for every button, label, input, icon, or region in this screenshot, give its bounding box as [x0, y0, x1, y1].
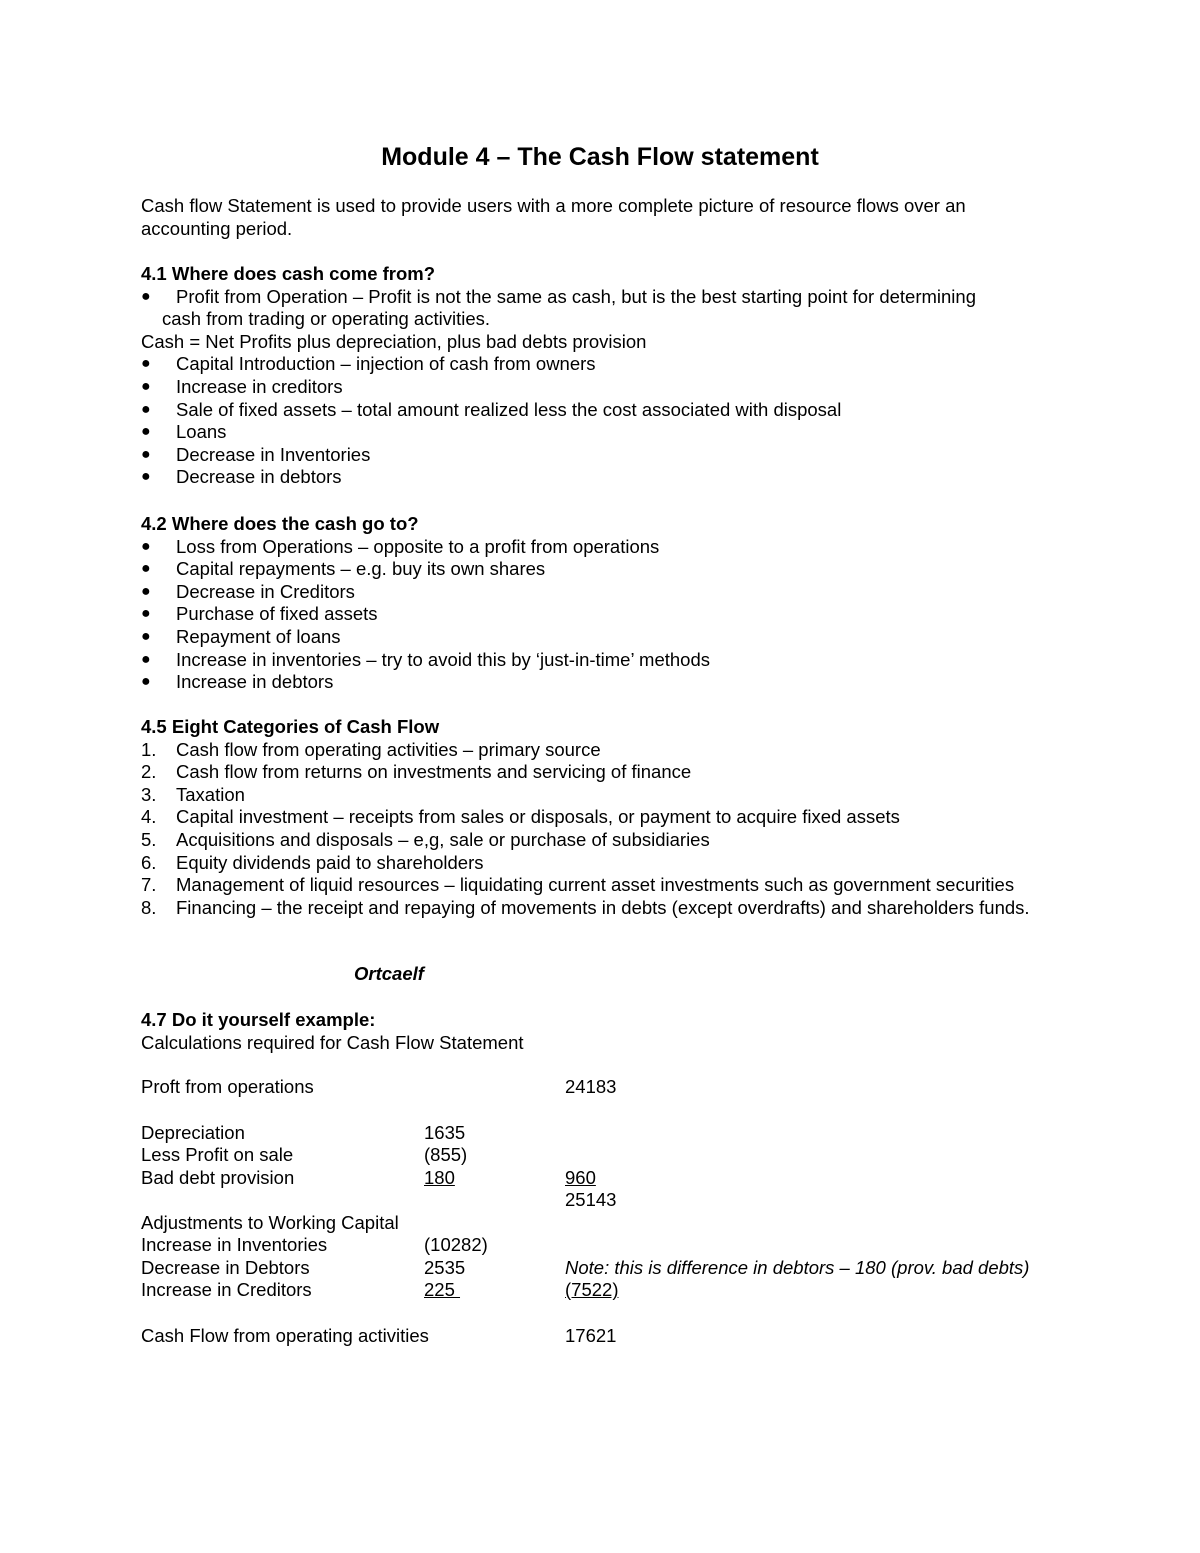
- list-item: [141, 897, 1041, 920]
- calc-label: Increase in Creditors: [141, 1279, 312, 1300]
- bullet-icon: ●: [141, 537, 151, 555]
- list-item: [141, 286, 1041, 331]
- list-item-text: Repayment of loans: [176, 625, 341, 647]
- list-item-text: Increase in inventories – try to avoid this by ‘just-in-time’ methods: [176, 648, 710, 670]
- list-item: [141, 806, 1041, 829]
- list-item-text: Profit from Operation – Profit is not the same as cash, but is the best starting point for determining: [176, 285, 976, 307]
- section-cash-uses: [141, 513, 1041, 694]
- calc-row-bad-debt: [141, 1167, 1101, 1190]
- list-item: [141, 581, 1041, 604]
- calc-row-less-profit: [141, 1144, 1101, 1167]
- calc-total: 25143: [565, 1189, 617, 1210]
- cash-sources-first-list: [141, 286, 1041, 331]
- calc-amount: (10282): [424, 1234, 488, 1255]
- list-item-text: Sale of fixed assets – total amount realized less the cost associated with disposal: [176, 398, 842, 420]
- page-title: Module 4 – The Cash Flow statement: [381, 143, 819, 171]
- calc-label: Increase in Inventories: [141, 1234, 328, 1255]
- calc-amount: 225: [424, 1279, 461, 1300]
- list-item-text: Decrease in Inventories: [176, 443, 371, 465]
- section-subheading: Calculations required for Cash Flow Statement: [141, 1031, 524, 1053]
- list-item: [141, 603, 1041, 626]
- calc-row-cash-flow: [141, 1325, 1101, 1348]
- calc-total: 24183: [565, 1076, 617, 1097]
- calc-note: Note: this is difference in debtors – 180 (prov. bad debts): [565, 1257, 1030, 1278]
- calc-row-dec-debtors: [141, 1257, 1101, 1280]
- list-item: [141, 558, 1041, 581]
- list-item-text: Financing – the receipt and repaying of movements in debts (except overdrafts) and shareholders funds.: [176, 896, 1030, 918]
- list-item-text: Loans: [176, 421, 227, 443]
- calc-row-adjustments: [141, 1212, 1101, 1235]
- bullet-icon: ●: [141, 560, 151, 578]
- list-item: [141, 421, 1041, 444]
- section-heading: 4.2 Where does the cash go to?: [141, 513, 419, 534]
- list-item-text: Acquisitions and disposals – e,g, sale or purchase of subsidiaries: [176, 828, 710, 850]
- list-item-text: Capital investment – receipts from sales or disposals, or payment to acquire fixed assets: [176, 806, 900, 828]
- list-item-text: Increase in debtors: [176, 671, 334, 693]
- list-item: [141, 739, 1041, 762]
- calc-amount: (855): [424, 1144, 468, 1165]
- list-number: 4.: [141, 806, 157, 828]
- calc-amount: 2535: [424, 1257, 466, 1278]
- list-item: [141, 626, 1041, 649]
- list-item-text-continued: cash from trading or operating activities.: [162, 308, 491, 330]
- list-number: 6.: [141, 851, 157, 873]
- list-number: 8.: [141, 896, 157, 918]
- list-item: [141, 829, 1041, 852]
- list-item-text: Decrease in Creditors: [176, 580, 355, 602]
- list-item-text: Cash flow from returns on investments and servicing of finance: [176, 761, 692, 783]
- calc-amount: 1635: [424, 1122, 466, 1143]
- cash-sources-list: [141, 353, 1041, 489]
- list-item: [141, 466, 1041, 489]
- bullet-icon: ●: [141, 355, 151, 373]
- list-item: [141, 761, 1041, 784]
- bullet-icon: ●: [141, 423, 151, 441]
- list-item: [141, 671, 1041, 694]
- section-heading: 4.7 Do it yourself example:: [141, 1009, 376, 1030]
- calc-label: Bad debt provision: [141, 1167, 295, 1188]
- calc-label: Adjustments to Working Capital: [141, 1212, 399, 1233]
- bullet-icon: ●: [141, 377, 151, 395]
- author-signature: Ortcaelf: [354, 963, 424, 984]
- calc-label: Less Profit on sale: [141, 1144, 294, 1165]
- section-cash-sources: [141, 263, 1041, 489]
- list-item-text: Taxation: [176, 783, 245, 805]
- list-item-text: Capital repayments – e.g. buy its own shares: [176, 558, 546, 580]
- list-item: [141, 399, 1041, 422]
- list-item: [141, 353, 1041, 376]
- calc-row-subtotal: [141, 1189, 1101, 1212]
- calc-total: 960: [565, 1167, 596, 1188]
- list-item-text: Management of liquid resources – liquidating current asset investments such as government securities: [176, 874, 1015, 896]
- list-item: [141, 376, 1041, 399]
- calc-label: Cash Flow from operating activities: [141, 1325, 429, 1346]
- list-item-text: Loss from Operations – opposite to a profit from operations: [176, 535, 660, 557]
- list-item: [141, 444, 1041, 467]
- list-item: [141, 874, 1041, 897]
- list-item: [141, 852, 1041, 875]
- list-item-text: Equity dividends paid to shareholders: [176, 851, 484, 873]
- section-heading: 4.1 Where does cash come from?: [141, 263, 436, 284]
- calc-row-depreciation: [141, 1122, 1101, 1145]
- intro-paragraph: Cash flow Statement is used to provide users with a more complete picture of resource flows over an accounting period.: [141, 195, 966, 239]
- calc-row-proft: [141, 1076, 1101, 1099]
- bullet-icon: ●: [141, 445, 151, 463]
- bullet-icon: ●: [141, 582, 151, 600]
- list-number: 3.: [141, 783, 157, 805]
- calc-total: 17621: [565, 1325, 617, 1346]
- calc-amount: 180: [424, 1167, 455, 1188]
- bullet-icon: ●: [141, 287, 151, 305]
- list-item-text: Purchase of fixed assets: [176, 603, 378, 625]
- bullet-icon: ●: [141, 605, 151, 623]
- bullet-icon: ●: [141, 400, 151, 418]
- cash-categories-list: [141, 739, 1041, 920]
- list-item-text: Decrease in debtors: [176, 466, 342, 488]
- list-item-text: Capital Introduction – injection of cash from owners: [176, 353, 596, 375]
- list-item: [141, 649, 1041, 672]
- bullet-icon: ●: [141, 627, 151, 645]
- calc-row-inc-inventories: [141, 1234, 1101, 1257]
- section-diy-example: [141, 1009, 1041, 1054]
- list-item: [141, 536, 1041, 559]
- calc-label: Depreciation: [141, 1122, 245, 1143]
- calc-label: Decrease in Debtors: [141, 1257, 310, 1278]
- section-heading: 4.5 Eight Categories of Cash Flow: [141, 716, 440, 737]
- cash-formula: Cash = Net Profits plus depreciation, plus bad debts provision: [141, 330, 647, 352]
- calc-total: (7522): [565, 1279, 619, 1300]
- bullet-icon: ●: [141, 468, 151, 486]
- cash-uses-list: [141, 536, 1041, 694]
- list-number: 2.: [141, 761, 157, 783]
- calc-row-inc-creditors: [141, 1279, 1101, 1302]
- section-cash-categories: [141, 716, 1041, 919]
- list-number: 1.: [141, 738, 157, 760]
- list-item-text: Cash flow from operating activities – primary source: [176, 738, 601, 760]
- list-number: 7.: [141, 874, 157, 896]
- bullet-icon: ●: [141, 650, 151, 668]
- list-item: [141, 784, 1041, 807]
- list-number: 5.: [141, 828, 157, 850]
- bullet-icon: ●: [141, 673, 151, 691]
- list-item-text: Increase in creditors: [176, 375, 343, 397]
- calc-label: Proft from operations: [141, 1076, 314, 1097]
